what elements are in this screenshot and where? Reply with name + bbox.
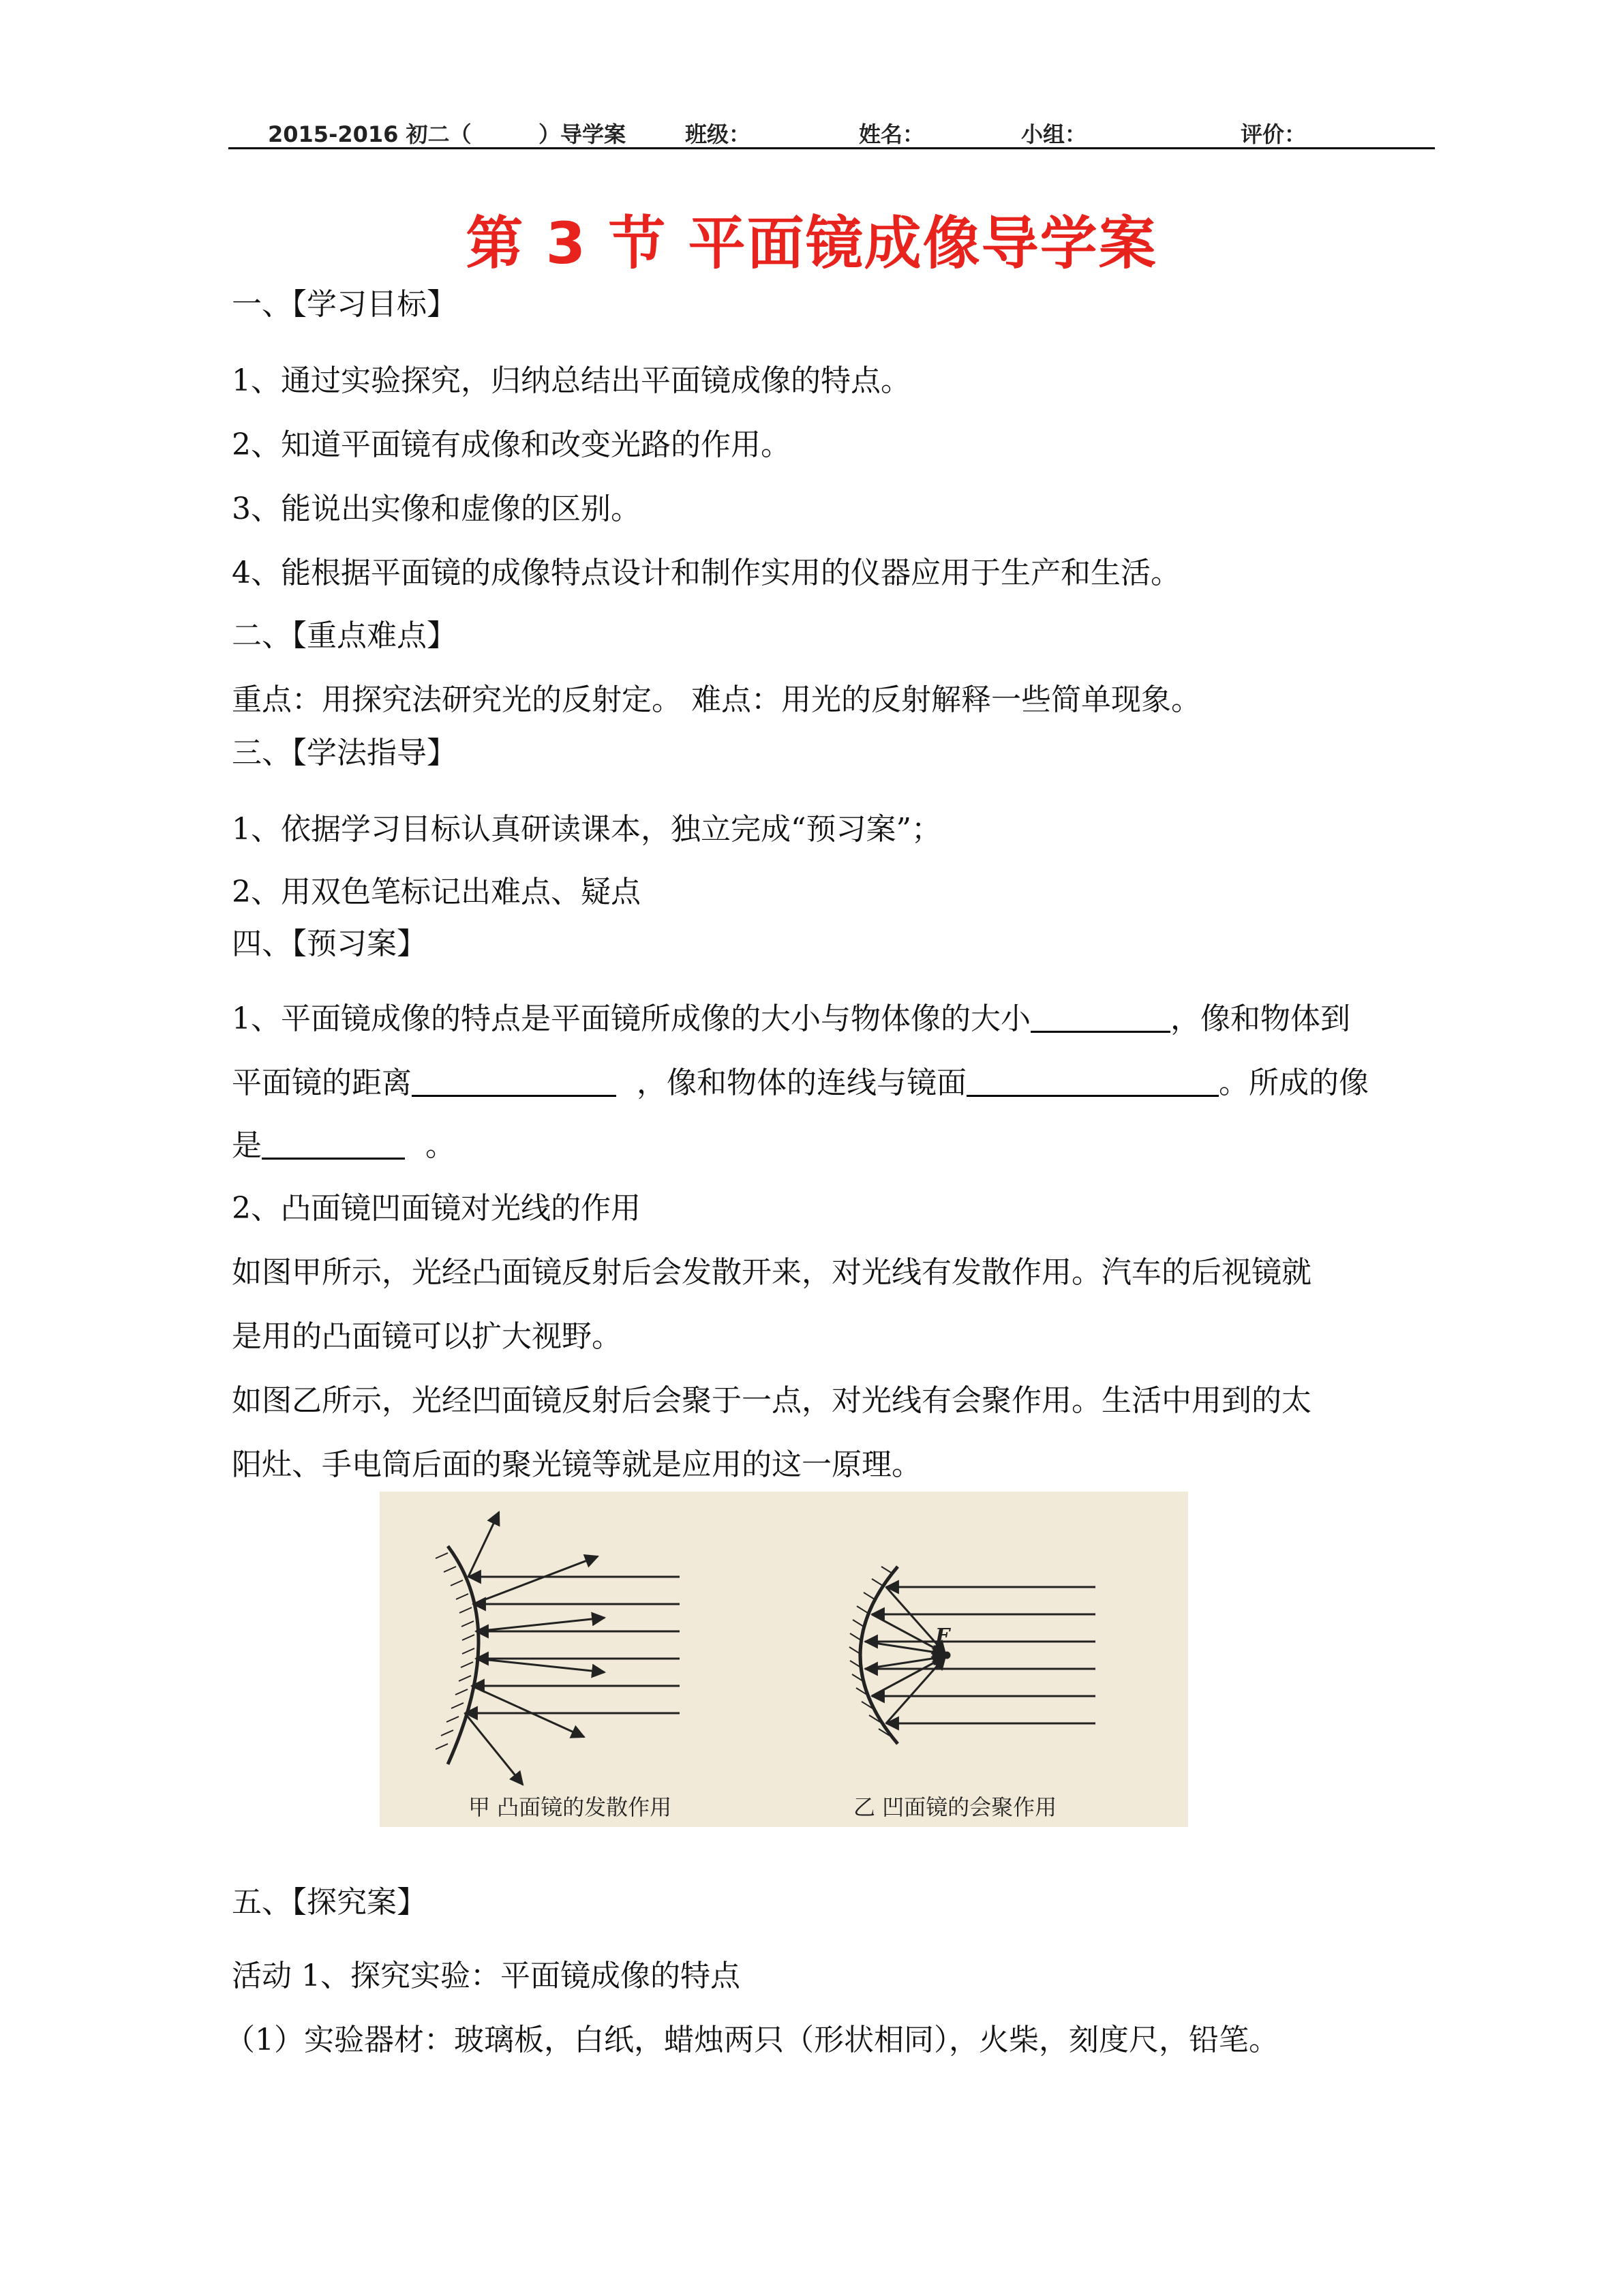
- goal-item-2: 2、知道平面镜有成像和改变光路的作用。: [232, 427, 791, 462]
- question-2-para-1-line-1: 如图甲所示，光经凸面镜反射后会发散开来，对光线有发散作用。汽车的后视镜就: [232, 1255, 1311, 1290]
- question-1-line-1: [232, 994, 1350, 1038]
- section-2-heading: 二、【重点难点】: [232, 618, 457, 653]
- concave-mirror-hatching: [849, 1567, 892, 1736]
- q1-text-f: 是: [232, 1128, 262, 1163]
- concave-caption: 乙 凹面镜的会聚作用: [853, 1794, 1057, 1820]
- page-header: [228, 115, 1435, 149]
- section-1-heading: 一、【学习目标】: [232, 287, 457, 322]
- page-title: 第 3 节 平面镜成像导学案: [466, 210, 1157, 277]
- convex-caption: 甲 凸面镜的发散作用: [468, 1794, 672, 1820]
- q1-blank-image-type[interactable]: [262, 1128, 405, 1160]
- q1-text-g: 。: [425, 1128, 455, 1163]
- convex-mirror-surface: [448, 1546, 479, 1764]
- concave-incident-rays: [865, 1587, 1095, 1723]
- convex-reflected-rays: [465, 1512, 605, 1785]
- header-group-label: 小组：: [1021, 121, 1087, 147]
- concave-mirror-diagram: [849, 1567, 1095, 1744]
- question-1-line-2: [232, 1058, 1369, 1102]
- header-class-label: 班级：: [685, 121, 751, 147]
- q1-text-e: 。所成的像: [1219, 1066, 1369, 1100]
- q1-blank-line[interactable]: [967, 1065, 1219, 1097]
- q1-text-d: ，像和物体的连线与镜面: [637, 1066, 967, 1100]
- goal-item-3: 3、能说出实像和虚像的区别。: [232, 492, 641, 526]
- header-paren-close: ）导学案: [539, 121, 626, 147]
- q1-text-a: 1、平面镜成像的特点是平面镜所成像的大小与物体像的大小: [232, 1001, 1031, 1036]
- q1-text-c: 平面镜的距离: [232, 1066, 412, 1100]
- section-3-heading: 三、【学法指导】: [232, 736, 457, 770]
- method-item-1: 1、依据学习目标认真研读课本，独立完成“预习案”；: [232, 812, 941, 847]
- question-2-heading: 2、凸面镜凹面镜对光线的作用: [232, 1191, 641, 1226]
- question-2-para-2-line-1: 如图乙所示，光经凹面镜反射后会聚于一点，对光线有会聚作用。生活中用到的太: [232, 1383, 1311, 1418]
- convex-incident-rays: [465, 1577, 680, 1713]
- goal-item-1: 1、通过实验探究，归纳总结出平面镜成像的特点。: [232, 363, 911, 398]
- method-item-2: 2、用双色笔标记出难点、疑点: [232, 875, 641, 909]
- section-5-heading: 五、【探究案】: [232, 1885, 427, 1920]
- q1-blank-distance[interactable]: [412, 1065, 616, 1097]
- mirror-diagram: [380, 1492, 1188, 1827]
- header-year-class: 2015-2016 初二（: [268, 121, 472, 147]
- mirror-figure: [380, 1492, 1188, 1827]
- convex-mirror-diagram: [436, 1512, 680, 1785]
- header-rating-label: 评价：: [1241, 121, 1307, 147]
- concave-reflected-rays: [865, 1587, 945, 1723]
- question-2-para-2-line-2: 阳灶、手电筒后面的聚光镜等就是应用的这一原理。: [232, 1447, 922, 1482]
- materials-text: （1）实验器材：玻璃板，白纸，蜡烛两只（形状相同），火柴，刻度尺，铅笔。: [225, 2023, 1279, 2057]
- question-1-line-3: [232, 1121, 455, 1164]
- goal-item-4: 4、能根据平面镜的成像特点设计和制作实用的仪器应用于生产和生活。: [232, 556, 1181, 590]
- question-2-para-1-line-2: 是用的凸面镜可以扩大视野。: [232, 1319, 622, 1354]
- section-4-heading: 四、【预习案】: [232, 926, 427, 961]
- key-points-text: 重点：用探究法研究光的反射定。 难点：用光的反射解释一些简单现象。: [232, 682, 1201, 717]
- q1-blank-size[interactable]: [1031, 1001, 1170, 1033]
- focal-point-label: F: [935, 1625, 950, 1648]
- q1-text-b: ，像和物体到: [1170, 1001, 1350, 1036]
- focal-point: [944, 1652, 950, 1658]
- header-name-label: 姓名：: [859, 121, 925, 147]
- activity-1-title: 活动 1、探究实验：平面镜成像的特点: [232, 1959, 740, 1993]
